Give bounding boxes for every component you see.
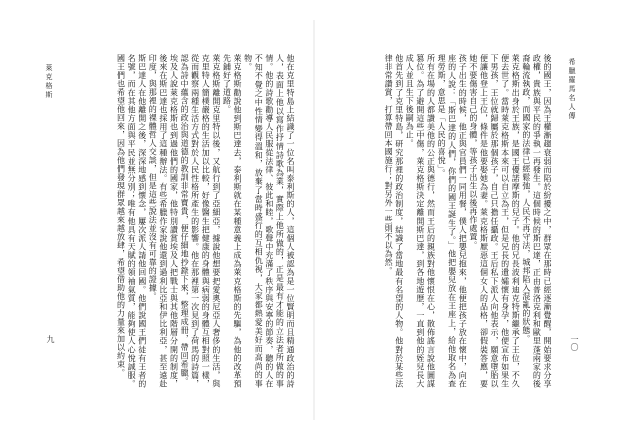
page-number: 九 [46,335,55,343]
right-page [315,0,630,445]
page-number: 一〇 [570,335,579,351]
running-head: 希臘羅馬名人傳 [568,58,576,121]
running-head: 萊克格斯 [45,64,53,100]
body-text: 後的國王，因為王權漸趨衰弱而陷於紛擾之中，群眾在那時已經逐漸覺醒，開始要求分享政權，貴族與平民的爭執一再發生。這個時候的斯巴達，正由普洛克利和歐里蓬兩家的後裔輪流執政，而國家的法律已經鬆弛，人民不再守法，城邦陷入混亂的狀態。 萊克格斯出身於王族，是國王優諾摩斯的兒子。他的兄長波利迪克特斯繼承了王位，不久便去世了。當時萊克格斯本來可以自立為王，但是兄長的遺孀懷有身孕，他便宣布如果生下男孩，王位就歸屬於那個孩子，自己只擔任攝政。王后私下派人向他表示，願意墮胎以便讓他登上王位，條件是他要娶她為妻。萊克格斯厭惡這個女人的品格，卻假裝答應，要她不要傷害自己的身體，等孩子出生以後再作處置。 孩子出生的時候，他正與官員們一同用餐，僕人把嬰兒抱來，他便把孩子放在懷中，向在座的人說：「斯巴達的人們，你們的國王誕生了。」他把嬰兒放在王座上，給他取名為查理勞斯，意思是「人民的喜悅」。 所有在場的人都讚美他的公正與德行，然而王后的親族對他懷恨在心，散佈謠言說他圖謀篡位。為了避開這些中傷，萊克格斯決定離開斯巴達，到各地遊歷，一直到他的姪兒長大成人並且生下後嗣為止。 他首先到了克里特島，研究那裡的政治制度，結識了當地最有名望的人物。他對於某些法律非常讚賞，打算帶回本國施行；對另外一些則不以為然。 [384,54,552,388]
body-text: 他在克里特島上結識了一位名叫泰利斯的人，這個人被認為是一位賢明而且精通政治的詩人，表面上他以寫作抒情詩歌為業，實際上他所做的，正是最有才能的立法者所做的事情。他的詩歌勸導人民服從法律、彼此和睦，歌聲中充滿了秩序與安寧的節奏，聽的人在不知不覺之中性情變得溫和，放棄了當時盛行的互相仇視，大家都熱愛美好而高尚的事物。 萊克格斯勸說他到斯巴達去，泰利斯就在某種意義上成為萊克格斯的先驅，為他的改革預先鋪好了道路。 萊克格斯離開克里特以後，又航行到了亞細亞，據說他想要把愛奧尼亞人奢侈的生活，與克里特人簡樸嚴格的生活加以比較，好像醫生把健康的身體與病弱的身體互相對照一樣，從而觀察兩種生活方式對於人民性格所產生的影響。他在那裡第一次見到了荷馬的詩篇，認為詩中蘊含的政治與道德的教訓非常寶貴，便仔細地抄錄下來，整理成冊，帶回希臘。 埃及人說萊克格斯也到過他們的國家，他特別讚賞埃及人把戰士與其他階層分開的制度，後來在斯巴達也採用了這種辦法。有些希臘作家說他還到過利比亞和伊比利亞，甚至遠赴印度，與那裡的裸體哲人交談，但是這些說法並沒有可靠的證據。 斯巴達人在他離開之後，深深地感到懷念，屢次派人請他回國。他們說國王們徒有王者的名號，而在其他方面與平民並無分別；唯有他具有天賦的領袖氣質，能夠使人心悅誠服。國王們也希望他回來，因為他們發現群眾越來越放肆，希望借助他的力量來加以約束。 [116,54,295,388]
